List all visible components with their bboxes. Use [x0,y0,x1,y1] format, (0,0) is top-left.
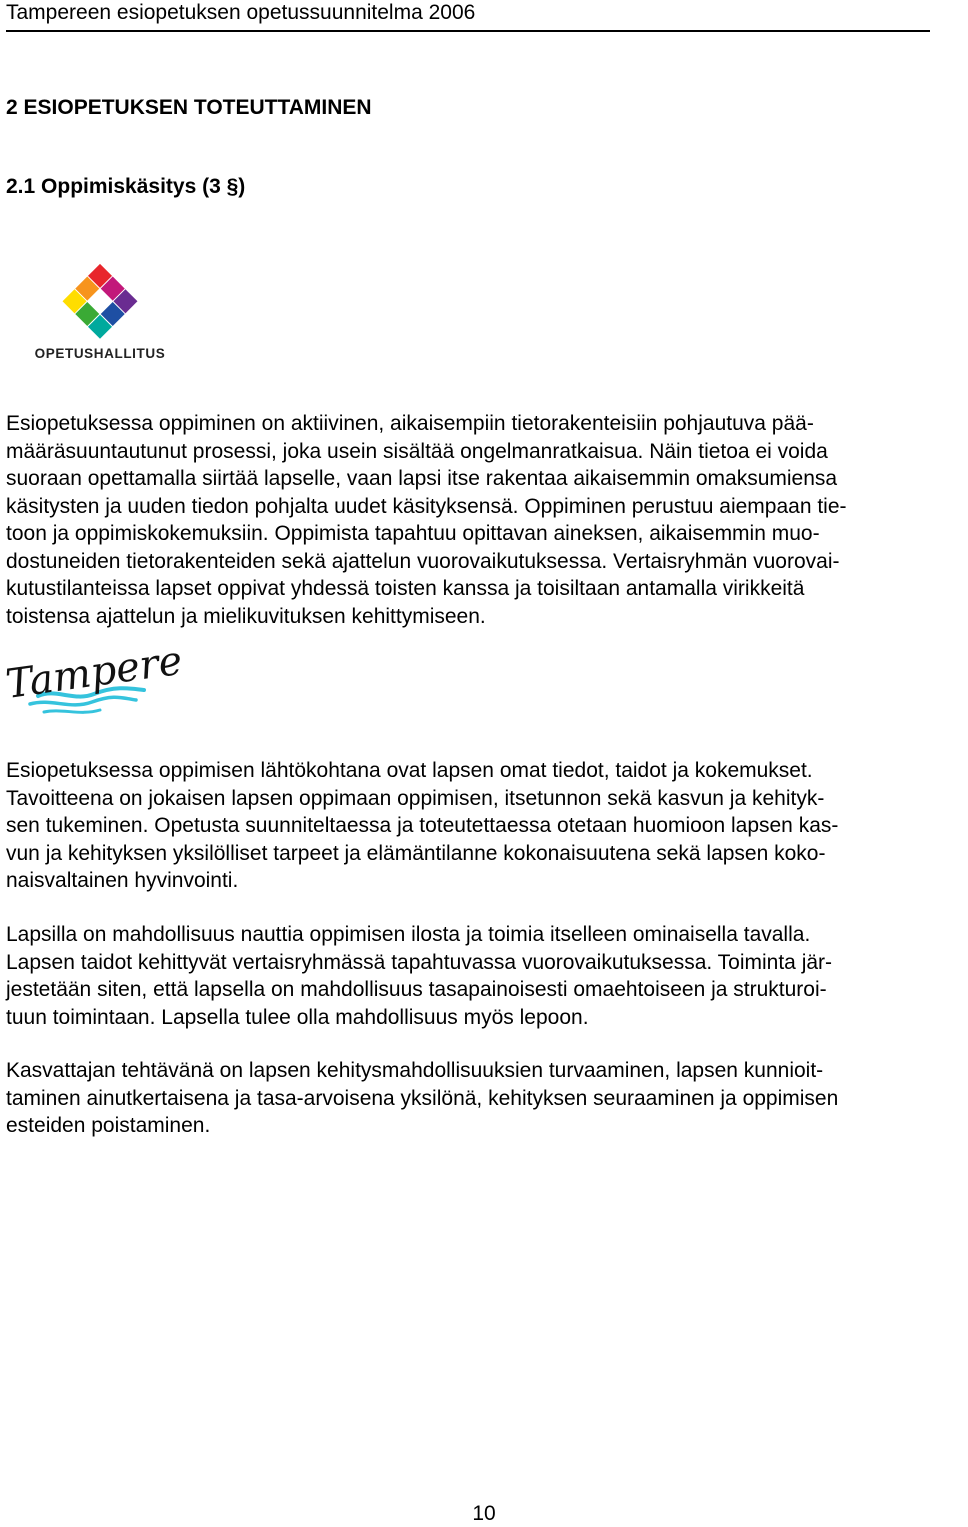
paragraph-line: Tavoitteena on jokaisen lapsen oppimaan oppimisen, itsetunnon sekä kasvun ja kehityk- [6,786,825,810]
opetushallitus-logo [28,262,178,366]
tampere-logo [2,637,186,732]
paragraph-1 [6,410,956,630]
paragraph-line: käsitysten ja uuden tiedon pohjalta uudet käsityksensä. Oppiminen perustuu aiempaan tie- [6,494,847,518]
paragraph-line: toon ja oppimiskokemuksiin. Oppimista tapahtuu opittavan aineksen, aikaisemmin muo- [6,522,820,545]
tampere-wordmark: Tampere [2,637,186,708]
page-header [6,0,930,32]
paragraph-line: taminen ainutkertaisena ja tasa-arvoisena yksilönä, kehityksen seuraaminen ja oppimisen [6,1086,839,1110]
paragraph-line: suoraan opettamalla siirtää lapselle, vaan lapsi itse rakentaa aikaisemmin omaksumiensa [6,467,838,490]
paragraph-line: Esiopetuksessa oppimisen lähtökohtana ovat lapsen omat tiedot, taidot ja kokemukset. [6,759,813,782]
paragraph-line: tuun toimintaan. Lapsella tulee olla mahdollisuus myös lepoon. [6,1005,589,1029]
paragraph-line: sen tukeminen. Opetusta suunniteltaessa ja toteutettaessa otetaan huomioon lapsen kas- [6,814,839,837]
paragraph-line: dostuneiden tietorakenteiden sekä ajattelun vuorovaikutuksessa. Vertaisryhmän vuorovai- [6,549,840,573]
opetushallitus-wordmark: OPETUSHALLITUS [34,346,166,361]
paragraph-line: jestetään siten, että lapsella on mahdollisuus tasapainoisesti omaehtoiseen ja strukturoi- [6,978,827,1001]
paragraph-line: Kasvattajan tehtävänä on lapsen kehitysmahdollisuuksien turvaaminen, lapsen kunnioit- [6,1059,824,1082]
paragraph-line: Lapsen taidot kehittyvät vertaisryhmässä tapahtuvassa vuorovaikutuksessa. Toiminta jär- [6,950,833,974]
chapter-heading: 2 ESIOPETUKSEN TOTEUTTAMINEN [6,96,372,119]
paragraph-line: Esiopetuksessa oppiminen on aktiivinen, aikaisempiin tietorakenteisiin pohjautuva pää- [6,412,814,435]
paragraph-line: kutustilanteissa lapset oppivat yhdessä toisten kanssa ja toisiltaan antamalla virikkeitä [6,577,805,600]
opetushallitus-diamond-icon [63,264,138,339]
page-number: 10 [472,1502,496,1525]
paragraph-3 [6,921,956,1031]
paragraph-4 [6,1057,956,1140]
paragraph-line: toistensa ajattelun ja mielikuvituksen kehittymiseen. [6,604,486,628]
paragraph-2 [6,757,956,895]
paragraph-line: vun ja kehityksen yksilölliset tarpeet ja elämäntilanne kokonaisuutena sekä lapsen koko- [6,841,826,865]
paragraph-line: naisvaltainen hyvinvointi. [6,869,239,892]
document-title: Tampereen esiopetuksen opetussuunnitelma 2006 [6,1,476,24]
paragraph-line: Lapsilla on mahdollisuus nauttia oppimisen ilosta ja toimia itselleen ominaisella tavalla. [6,923,811,946]
paragraph-line: määräsuuntautunut prosessi, joka usein sisältää ongelmanratkaisua. Näin tietoa ei voida [6,439,828,463]
paragraph-line: esteiden poistaminen. [6,1114,211,1137]
section-heading: 2.1 Oppimiskäsitys (3 §) [6,175,246,198]
